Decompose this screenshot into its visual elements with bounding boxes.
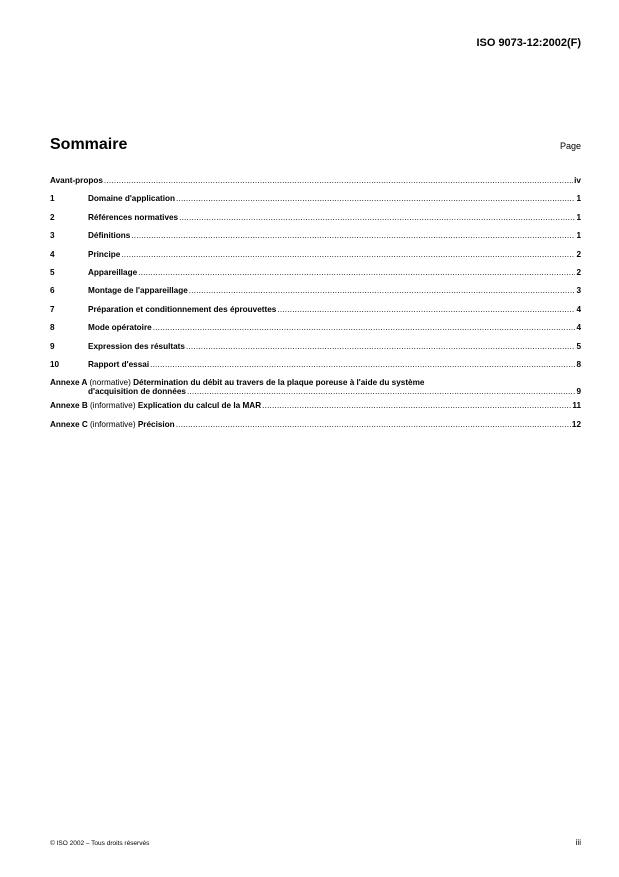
toc-page: 3 xyxy=(576,286,581,296)
title-row xyxy=(50,136,581,154)
dot-leader xyxy=(150,360,575,369)
toc-label: Rapport d'essai xyxy=(88,359,150,369)
dot-leader xyxy=(262,401,571,410)
annex-title: Explication du calcul de la MAR xyxy=(137,401,262,411)
toc-page: 1 xyxy=(576,194,581,204)
toc-annex-b[interactable] xyxy=(50,401,581,419)
toc-entry[interactable] xyxy=(50,231,581,249)
annex-heading xyxy=(50,420,175,429)
page-column-label: Page xyxy=(559,141,581,151)
footer-page-number: iii xyxy=(575,838,581,847)
toc-entry[interactable] xyxy=(50,342,581,360)
toc-number: 1 xyxy=(50,194,55,204)
toc-label: Appareillage xyxy=(88,267,138,277)
toc-number: 7 xyxy=(50,304,55,314)
toc-label: Mode opératoire xyxy=(88,323,152,333)
annex-type: (normative) xyxy=(89,378,131,388)
annex-prefix: Annexe A xyxy=(50,378,88,388)
toc-number: 10 xyxy=(50,359,60,369)
annex-heading xyxy=(50,401,261,410)
toc-number: 4 xyxy=(50,249,55,259)
toc-number: 8 xyxy=(50,323,55,333)
dot-leader xyxy=(138,268,575,277)
toc-page: 2 xyxy=(576,267,581,277)
dot-leader xyxy=(189,286,576,295)
annex-heading xyxy=(50,378,581,387)
toc-entry-foreword[interactable] xyxy=(50,176,581,194)
dot-leader xyxy=(179,213,575,222)
dot-leader xyxy=(176,194,575,203)
annex-prefix: Annexe B xyxy=(50,401,88,411)
dot-leader xyxy=(131,231,575,240)
annex-title: Détermination du débit au travers de la plaque poreuse à l'aide du système xyxy=(133,378,425,388)
toc-label: Expression des résultats xyxy=(88,341,185,351)
toc-entry[interactable] xyxy=(50,250,581,268)
dot-leader xyxy=(277,305,575,314)
toc-page: iv xyxy=(574,176,581,185)
toc-label: Définitions xyxy=(88,231,131,241)
toc-label: Montage de l'appareillage xyxy=(88,286,188,296)
toc-page: 12 xyxy=(571,419,581,429)
toc-entry[interactable] xyxy=(50,268,581,286)
annex-type: (informative) xyxy=(90,419,136,429)
toc-entry[interactable] xyxy=(50,323,581,341)
toc-page: 4 xyxy=(576,323,581,333)
annex-title: Précision xyxy=(137,419,175,429)
toc-annex-c[interactable] xyxy=(50,420,581,438)
toc-entry[interactable] xyxy=(50,305,581,323)
toc-label: Références normatives xyxy=(88,212,179,222)
annex-continuation xyxy=(50,387,581,396)
dot-leader xyxy=(176,420,571,429)
toc-entry[interactable] xyxy=(50,194,581,212)
toc-number: 5 xyxy=(50,267,55,277)
document-id: ISO 9073-12:2002(F) xyxy=(476,37,581,49)
toc-page: 9 xyxy=(576,387,581,397)
toc-page: 1 xyxy=(576,212,581,222)
toc-entry[interactable] xyxy=(50,360,581,378)
dot-leader xyxy=(121,250,575,259)
annex-type: (informative) xyxy=(90,401,136,411)
toc-number: 3 xyxy=(50,231,55,241)
toc-number: 6 xyxy=(50,286,55,296)
dot-leader xyxy=(153,323,576,332)
toc-label: Avant-propos xyxy=(50,176,103,185)
toc-entry[interactable] xyxy=(50,213,581,231)
toc-number: 9 xyxy=(50,341,55,351)
toc-label: Domaine d'application xyxy=(88,194,176,204)
toc-label: Préparation et conditionnement des éprouvettes xyxy=(88,304,277,314)
toc-page: 5 xyxy=(576,341,581,351)
toc-number: 2 xyxy=(50,212,55,222)
dot-leader xyxy=(186,342,576,351)
dot-leader xyxy=(104,176,573,185)
toc-entry[interactable] xyxy=(50,286,581,304)
footer-copyright: © ISO 2002 – Tous droits réservés xyxy=(50,840,150,847)
annex-title-continued: d'acquisition de données xyxy=(88,387,186,397)
toc-page: 8 xyxy=(576,359,581,369)
toc-page: 2 xyxy=(576,249,581,259)
annex-prefix: Annexe C xyxy=(50,419,88,429)
dot-leader xyxy=(187,387,576,396)
page-title: Sommaire xyxy=(50,136,128,153)
table-of-contents xyxy=(50,176,581,438)
toc-page: 4 xyxy=(576,304,581,314)
toc-annex-a[interactable] xyxy=(50,378,581,396)
toc-page: 11 xyxy=(572,401,581,411)
toc-page: 1 xyxy=(576,231,581,241)
toc-label: Principe xyxy=(88,249,121,259)
